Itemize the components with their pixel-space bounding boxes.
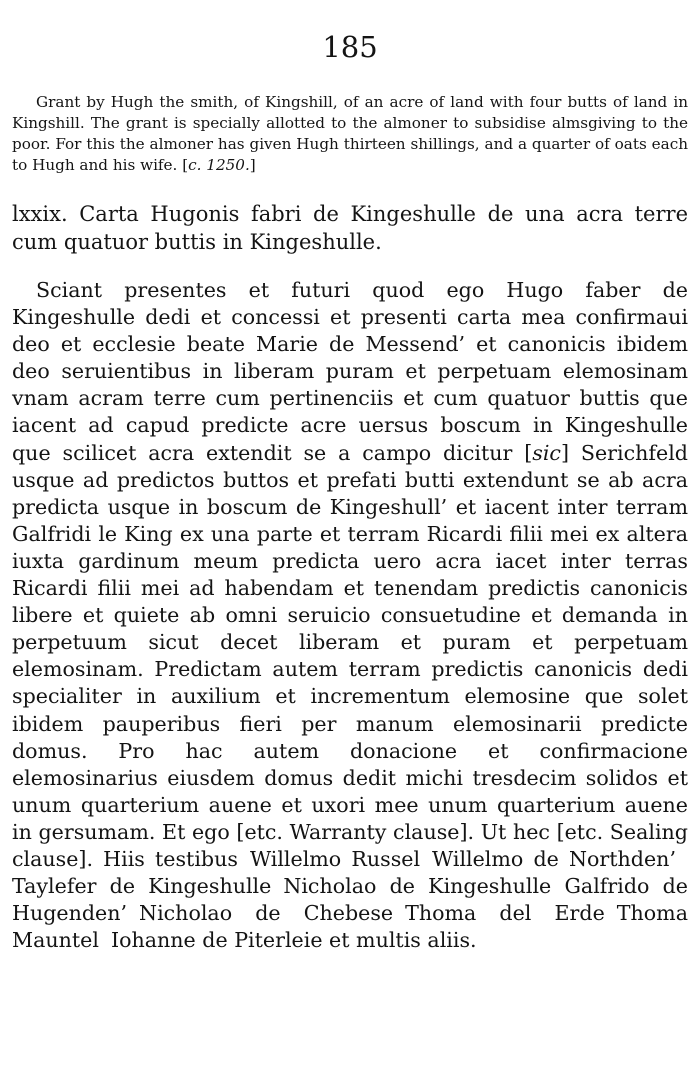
charter-heading: lxxix. Carta Hugonis fabri de Kingeshulle de una acra terre cum quatuor buttis in Kingeshulle.: [12, 202, 688, 254]
charter-text-part1: Sciant presentes et futuri quod ego Hugo faber de Kingeshulle dedi et concessi et presenti carta mea confirmaui deo et ecclesie beate Marie de Messend’ et canonicis ibidem deo seruientibus in liberam puram et perpetuam elemosinam vnam acram terre cum pertinenciis et cum quatuor buttis que iacent ad capud predicte acre uersus boscum in Kingeshulle que scilicet acra extendit se a campo dicitur: [12, 278, 688, 465]
charter-text: [12, 277, 688, 954]
page-number: 185: [322, 30, 378, 64]
witness: Willelmo de Northden’: [432, 846, 676, 871]
document-page: [12, 0, 688, 975]
charter-text-part2: Serichfeld usque ad predictos buttos et prefati butti extendunt se ab acra predicta usque in boscum de Kingeshull’ et iacent inter terram Galfridi le King ex una parte et terram Ricardi filii mei ex altera iuxta gardinum meum predicta uero acra iacet inter terras Ricardi filii mei ad habendam et tenendam predictis canonicis libere et quiete ab omni seruicio consuetudine et demanda in perpetuum sicut decet liberam et puram et perpetuam elemosinam. Predictam autem terram predictis canonicis dedi specialiter in auxilium et incrementum elemosine que solet ibidem pauperibus fieri per manum elemosinarii predicte domus. Pro hac autem donacione et confirmacione elemosinarius eiusdem domus dedit michi tresdecim solidos et unum quarterium auene et uxori mee unum quarterium auene in gersumam. Et ego [etc. Warranty clause]. Ut hec [etc. Sealing clause]. Hiis testibus: [12, 440, 688, 871]
summary-date: [c. 1250.]: [182, 156, 256, 174]
witness: Willelmo Russel: [249, 846, 421, 871]
witness: Galfrido de Hugenden’: [12, 874, 688, 926]
witness: Thoma del Erde: [405, 901, 605, 926]
witness: Thoma Mauntel: [12, 901, 688, 953]
witness: Taylefer de Kingeshulle: [12, 874, 272, 899]
witness: Iohanne de Piterleie et multis aliis.: [110, 928, 477, 953]
sic-note: [sic]: [524, 440, 570, 465]
witness: Nicholao de Kingeshulle: [283, 874, 552, 899]
summary-paragraph: [12, 92, 688, 176]
summary-text: Grant by Hugh the smith, of Kingshill, of an acre of land with four butts of land in Kingshill. The grant is specially allotted to the almoner to subsidise almsgiving to the poor. For this the almoner has given Hugh thirteen shillings, and a quarter of oats each to Hugh and his wife.: [12, 93, 688, 174]
witness: Nicholao de Chebese: [139, 901, 394, 926]
